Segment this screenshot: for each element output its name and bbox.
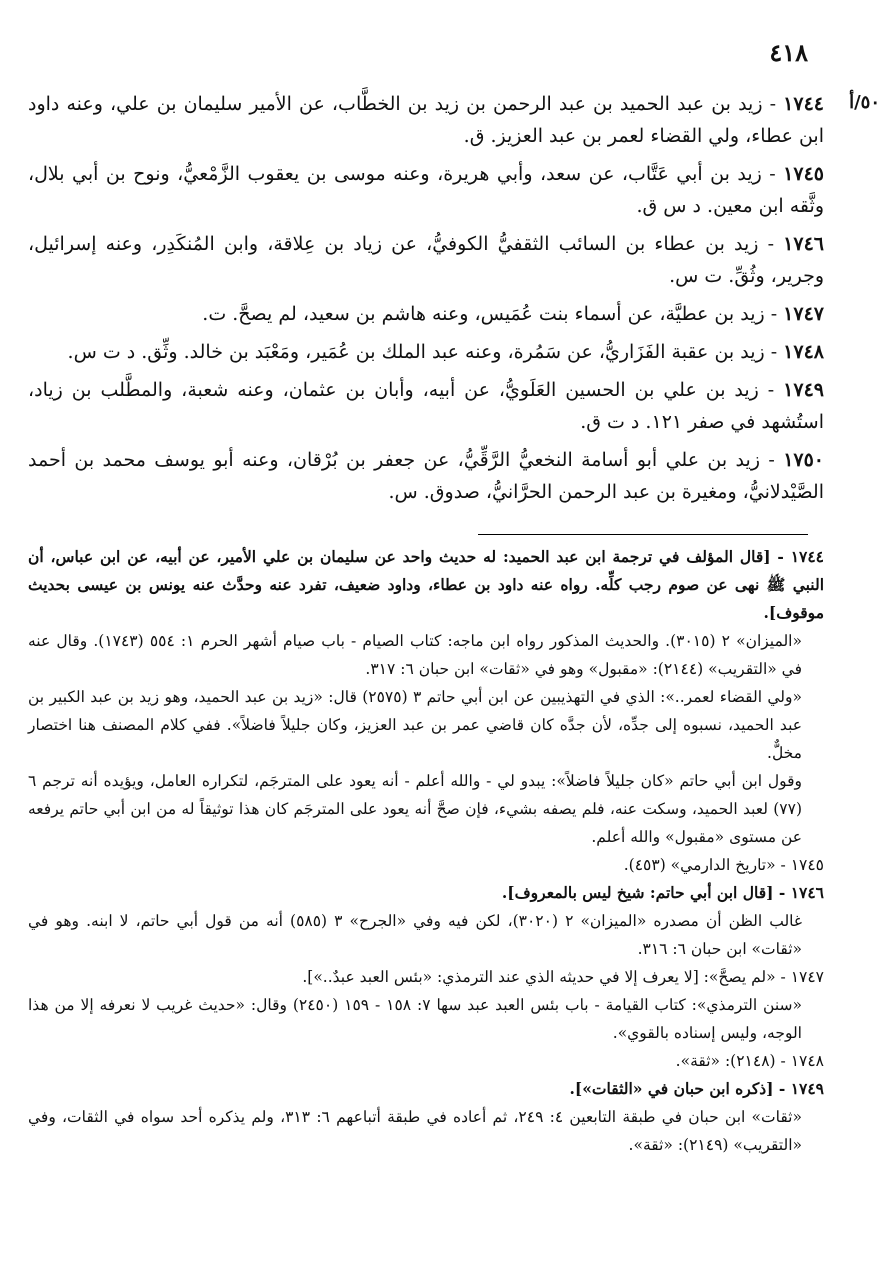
entry-text: - زيد بن عبد الحميد بن عبد الرحمن بن زيد بن الخطَّاب، عن الأمير سليمان بن علي، وعنه داود ابن عطاء، ولي القضاء لعمر بن عبد العزيز. ق. — [28, 93, 824, 147]
footnote-divider — [478, 534, 808, 535]
entry-number: ١٧٤٨ — [783, 341, 824, 363]
footnote-heading: ١٧٤٦ - [قال ابن أبي حاتم: شيخ ليس بالمعروف]. — [501, 883, 824, 902]
footnote-paragraph: «سنن الترمذي»: كتاب القيامة - باب بئس العبد عبد سها ٧: ١٥٨ - ١٥٩ (٢٤٥٠) وقال: «حديث غريب لا نعرفه إلا من هذا الوجه، وليس إسناده بالقوي». — [28, 996, 802, 1042]
main-text — [28, 88, 824, 514]
entry-number: ١٧٤٦ — [783, 233, 824, 255]
footnote-paragraph: غالب الظن أن مصدره «الميزان» ٢ (٣٠٢٠)، لكن فيه وفي «الجرح» ٣ (٥٨٥) أنه من قول أبي حاتم، لا ابنه. وهو في «ثقات» ابن حبان ٦: ٣١٦. — [28, 912, 803, 958]
entry-number: ١٧٤٥ — [783, 163, 824, 185]
footnote-line: ١٧٤٥ - «تاريخ الدارمي» (٤٥٣). — [623, 856, 824, 874]
entry — [28, 88, 824, 152]
page-number: ٤١٨ — [769, 38, 808, 67]
entry-text: - زيد بن عطيَّة، عن أسماء بنت عُمَيس، وعنه هاشم بن سعيد، لم يصحَّ. ت. — [202, 303, 778, 325]
footnote-paragraph: «الميزان» ٢ (٣٠١٥). والحديث المذكور رواه ابن ماجه: كتاب الصيام - باب صيام أشهر الحرم ١: ٥٥٤ (١٧٤٣). وقال عنه في «التقريب» (٢١٤٤): «مقبول» وهو في «ثقات» ابن حبان ٦: ٣١٧. — [28, 632, 802, 678]
entry-text: - زيد بن علي أبو أسامة النخعيُّ الرَّقِّيُّ، عن جعفر بن بُرْقان، وعنه أبو يوسف محمد بن أحمد الصَّيْدلانيُّ، ومغيرة بن عبد الرحمن الحرَّانيُّ، صدوق. س. — [28, 449, 824, 503]
footnote-paragraph: وقول ابن أبي حاتم «كان جليلاً فاضلاً»: يبدو لي - والله أعلم - أنه يعود على المترجَم، لتكراره العامل، ويؤيده أنه ترجم ٦ (٧٧) لعبد الحميد، وسكت عنه، فلم يصفه بشيء، فإن صحَّ أنه يعود على المترجَم كان هذا توثيقاً له من ابن أبي حاتم يرفعه عن مستوى «مقبول» والله أعلم. — [28, 772, 802, 846]
footnote-heading: ١٧٤٩ - [ذكره ابن حبان في «الثقات»]. — [569, 1079, 824, 1098]
footnotes — [28, 543, 824, 1159]
entry-text: - زيد بن عطاء بن السائب الثقفيُّ الكوفيُّ، عن زياد بن عِلاقة، وابن المُنكَدِر، وعنه إسرائيل، وجرير، وثُقِّ. ت س. — [28, 233, 824, 287]
footnote-heading: ١٧٤٤ - [قال المؤلف في ترجمة ابن عبد الحميد: له حديث واحد عن سليمان بن علي الأمير، عن أبيه، عن ابن عباس، أن النبي ﷺ نهى عن صوم رجب كلِّه. رواه عنه داود بن عطاء، وداود ضعيف، تفرد عنه وحدَّث عنه يونس بن عيسى بحديث موقوف]. — [28, 547, 824, 622]
entry-text: - زيد بن علي بن الحسين العَلَويُّ، عن أبيه، وأبان بن عثمان، وعنه شعبة، والمطَّلب بن زياد، استُشهد في صفر ١٢١. د ت ق. — [28, 379, 824, 433]
entry-number: ١٧٥٠ — [783, 449, 825, 471]
footnote-line: ١٧٤٧ - «لم يصحَّ»: [لا يعرف إلا في حديثه الذي عند الترمذي: «بئس العبد عبدٌ..»]. — [302, 968, 824, 986]
margin-folio-note: ٥٠/أ — [849, 92, 880, 113]
footnote-paragraph: «ثقات» ابن حبان في طبقة التابعين ٤: ٢٤٩، ثم أعاده في طبقة أتباعهم ٦: ٣١٣، ولم يذكره أحد سواه في الثقات، وفي «التقريب» (٢١٤٩): «ثقة». — [28, 1108, 802, 1154]
entry-number: ١٧٤٤ — [783, 93, 824, 115]
entry — [28, 158, 824, 222]
entry — [28, 444, 824, 508]
entry-text: - زيد بن عقبة الفَزَاريُّ، عن سَمُرة، وعنه عبد الملك بن عُمَير، ومَعْبَد بن خالد. وثِّق. د ت س. — [67, 341, 778, 363]
entry-number: ١٧٤٩ — [783, 379, 824, 401]
footnote-line: ١٧٤٨ - (٢١٤٨): «ثقة». — [675, 1052, 824, 1070]
entry — [28, 298, 824, 330]
entry-text: - زيد بن أبي عَتَّاب، عن سعد، وأبي هريرة، وعنه موسى بن يعقوب الزَّمْعيُّ، ونوح بن أبي بلال، وثَّقه ابن معين. د س ق. — [28, 163, 824, 217]
entry — [28, 374, 824, 438]
entry-number: ١٧٤٧ — [783, 303, 824, 325]
entry — [28, 228, 824, 292]
entry — [28, 336, 824, 368]
footnote-paragraph: «ولي القضاء لعمر..»: الذي في التهذيبين عن ابن أبي حاتم ٣ (٢٥٧٥) قال: «زيد بن عبد الحميد، وهو زيد بن عبد الكبير بن عبد الحميد، نسبوه إلى جدِّه، لأن جدَّه كان قاضي عمر بن عبد العزيز، وكان جليلاً فاضلاً». ففي كلام المصنف هنا اختصار مخلٌّ. — [28, 688, 802, 762]
